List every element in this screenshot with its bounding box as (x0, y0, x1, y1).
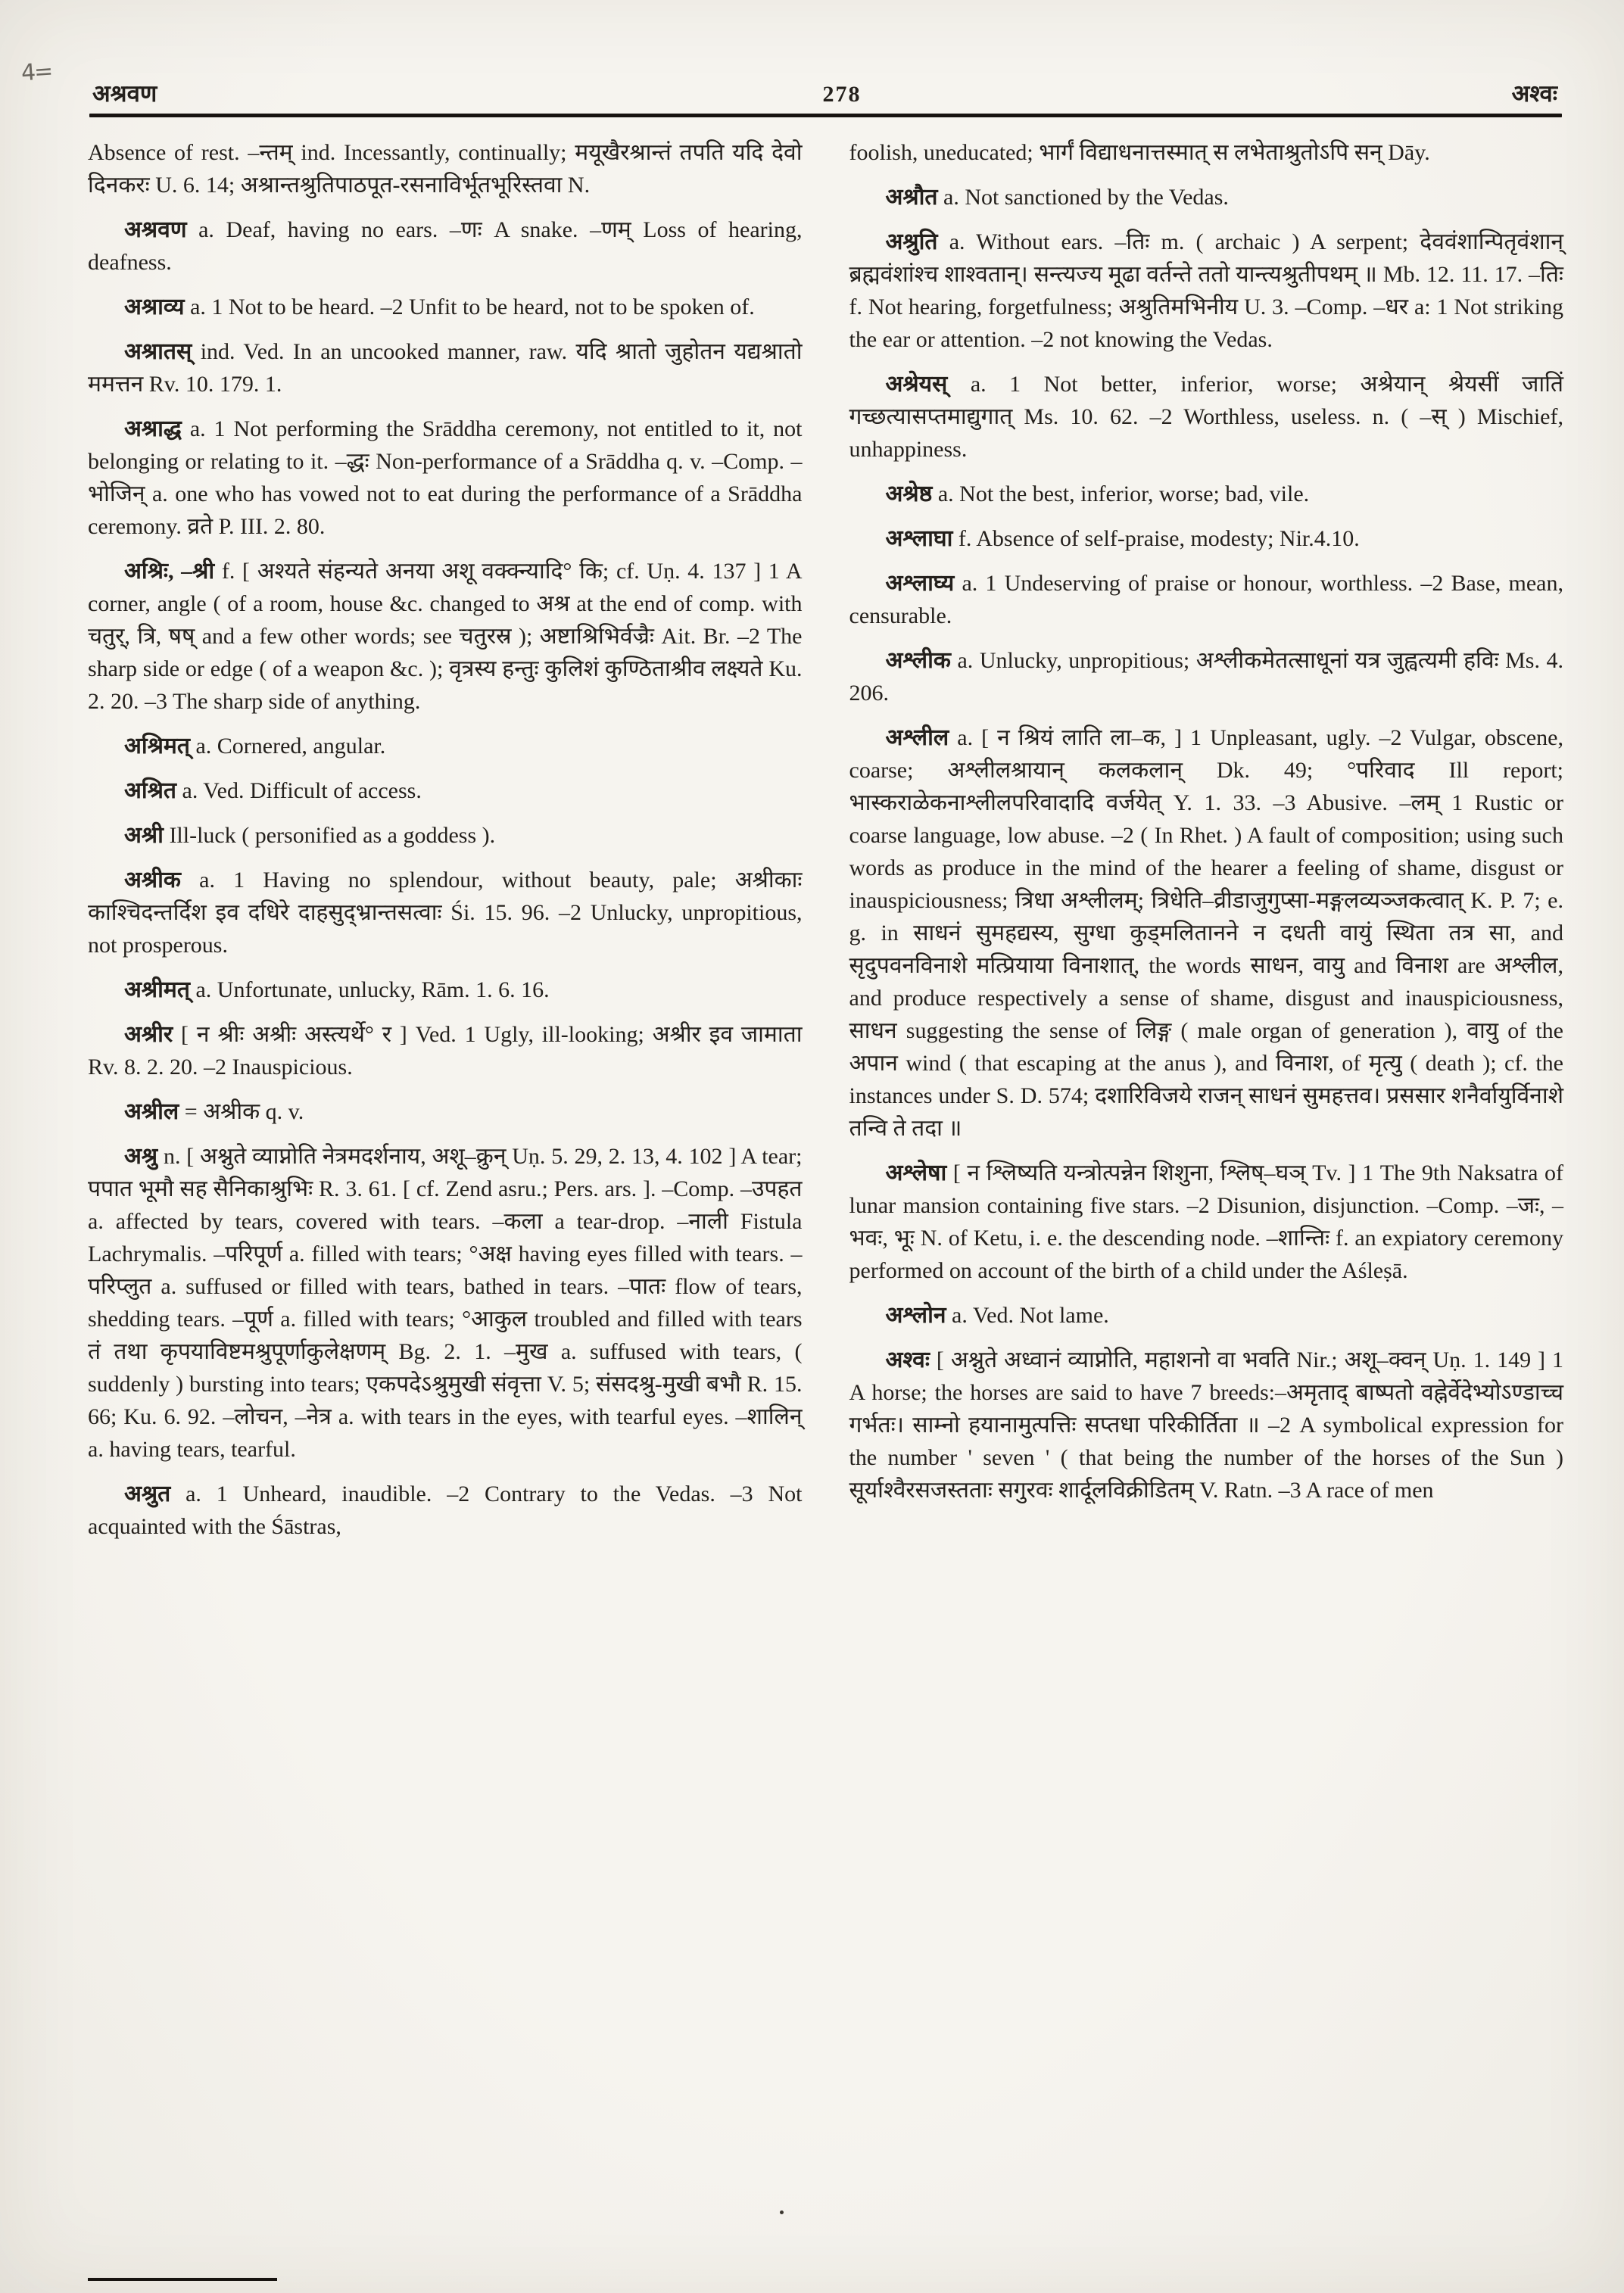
dictionary-entry (849, 181, 1564, 213)
dictionary-entry (88, 730, 803, 762)
dictionary-entry (849, 567, 1564, 632)
entry-body: a. 1 Undeserving of praise or honour, worthless. –2 Base, mean, censurable. (849, 571, 1563, 628)
entry-headword: अश्रुत (124, 1481, 171, 1506)
dictionary-entry (88, 819, 803, 852)
dictionary-entry (88, 213, 803, 279)
entry-body: Ill-luck ( personified as a goddess ). (169, 823, 496, 848)
entry-headword: अश्लोन (885, 1303, 946, 1328)
entry-headword: अश्रीर (124, 1022, 173, 1047)
entry-body: a. 1 Unheard, inaudible. –2 Contrary to the Vedas. –3 Not acquainted with the Śāstras, (88, 1481, 803, 1539)
entry-body: a. Ved. Difficult of access. (182, 778, 422, 803)
header-rule (89, 114, 1562, 117)
scan-artifact-dot (780, 2210, 784, 2214)
entry-continuation (88, 136, 803, 201)
dictionary-entry (88, 1018, 803, 1083)
entry-headword: अश्लाघा (885, 526, 953, 551)
entry-headword: अश्रील (124, 1099, 179, 1124)
entry-body: [ न श्लिष्यति यन्त्रोत्पन्नेन शिशुना, श्लिष्–घञ् Tv. ] 1 The 9th Naksatra of lunar mansion containing five stars. –2 Disunion, disjunction. –Comp. –जः, –भवः, भूः N. of Ketu, i. e. the descending node. –शान्तिः f. an expiatory ceremony performed on account of the birth of a child under the Aśleṣā. (849, 1161, 1564, 1283)
entry-body: a. Deaf, having no ears. –णः A snake. –णम् Loss of hearing, deafness. (88, 217, 803, 275)
text-columns (88, 136, 1563, 2263)
dictionary-entry (849, 1157, 1564, 1287)
page-header (92, 77, 1557, 109)
entry-headword: अश्रु (124, 1144, 158, 1169)
entry-body: a. Without ears. –तिः m. ( archaic ) A serpent; देववंशान्पितृवंशान् ब्रह्मवंशांश्च शाश्वतान्। सन्त्यज्य मूढा वर्तन्ते ततो यान्त्यश्रुतीपथम् ॥ Mb. 12. 11. 17. –तिः f. Not hearing, forgetfulness; अश्रुतिमभिनीय U. 3. –Comp. –धर a: 1 Not striking the ear or attention. –2 not knowing the Vedas. (849, 229, 1564, 352)
scan-artifact-line (88, 2278, 277, 2281)
entry-headword: अश्रौत (885, 185, 938, 210)
entry-body: a. Unlucky, unpropitious; अश्लीकमेतत्साधूनां यत्र जुह्वत्यमी हविः Ms. 4. 206. (849, 648, 1563, 706)
dictionary-entry (849, 1344, 1564, 1506)
entry-body: a. 1 Not better, inferior, worse; अश्रेयान् श्रेयसीं जातिं गच्छत्यासप्तमाद्युगात् Ms. 10. 62. –2 Worthless, useless. n. ( –स् ) Mischief, unhappiness. (849, 372, 1563, 462)
entry-headword: अश्वः (885, 1347, 930, 1372)
dictionary-entry (88, 291, 803, 323)
dictionary-entry (849, 522, 1564, 555)
entry-headword: अश्राद्ध (124, 416, 182, 441)
entry-headword: अश्रातस् (124, 339, 192, 364)
left-column (88, 136, 803, 2263)
entry-headword: अश्रुति (885, 229, 938, 254)
dictionary-entry (849, 226, 1564, 356)
entry-headword: अश्रिमत् (124, 734, 190, 759)
entry-headword: अश्रेयस् (885, 372, 948, 397)
entry-body: = अश्रीक q. v. (184, 1099, 304, 1124)
entry-headword: अश्रित (124, 778, 177, 803)
dictionary-entry (88, 555, 803, 718)
entry-continuation (849, 136, 1564, 169)
entry-body: [ न श्रीः अश्रीः अस्त्यर्थे° र ] Ved. 1 Ugly, ill-looking; अश्रीर इव जामाता Rv. 8. 2. 20. –2 Inauspicious. (88, 1022, 803, 1080)
entry-body: a. 1 Not to be heard. –2 Unfit to be heard, not to be spoken of. (190, 294, 755, 319)
dictionary-entry (88, 864, 803, 961)
dictionary-entry (849, 478, 1564, 510)
entry-body: a. Not sanctioned by the Vedas. (943, 185, 1229, 210)
entry-headword: अश्राव्य (124, 294, 185, 319)
header-word-right: अश्वः (1511, 80, 1557, 107)
entry-headword: अश्रीमत् (124, 977, 190, 1002)
entry-body: a. Cornered, angular. (195, 734, 386, 759)
entry-headword: अश्रीक (124, 868, 181, 893)
entry-body: f. [ अश्यते संहन्यते अनया अशू वक्क्न्यादि° कि; cf. Uṇ. 4. 137 ] 1 A corner, angle ( of a room, house &c. changed to अश्र at the end of comp. with चतुर्, त्रि, षष् and a few other words; see चतुरस्र ); अष्टाश्रिभिर्वज्रैः Ait. Br. –2 The sharp side or edge ( of a weapon &c. ); वृत्रस्य हन्तुः कुलिशं कुण्ठिताश्रीव लक्ष्यते Ku. 2. 20. –3 The sharp side of anything. (88, 559, 803, 714)
dictionary-entry (88, 1140, 803, 1466)
entry-headword: अश्रवण (124, 217, 187, 242)
entry-body: a. [ न श्रियं लाति ला–क, ] 1 Unpleasant, ugly. –2 Vulgar, obscene, coarse; अश्लीलश्रायान् कलकलान् Dk. 49; °परिवाद Ill report; भास्कराळेकनाश्लीलपरिवादादि वर्जयेत् Y. 1. 33. –3 Abusive. –लम् 1 Rustic or coarse language, low abuse. –2 ( In Rhet. ) A fault of composition; using such words as produce in the mind of the hearer a feeling of shame, disgust or inauspiciousness; त्रिधा अश्लीलम्; त्रिधेति–व्रीडाजुगुप्सा-मङ्गलव्यञ्जकत्वात् K. P. 7; e. g. in साधनं सुमहद्यस्य, सुग्धा कुड्मलितानने न दधती वायुं स्थिता तत्र सा, and सृदुपवनविनाशे मत्प्रियाया विनाशात्, the words साधन, वायु and विनाश are अश्लील, and produce respectively a sense of shame, disgust and inauspiciousness, साधन suggesting the sense of लिङ्ग ( male organ of generation ), वायु of the अपान wind ( that escaping at the anus ), and विनाश, of मृत्यु ( death ); cf. the instances under S. D. 574; दशारिविजये राजन् साधनं सुमहत्तव। प्रससार शनैर्वायुर्विनाशे तन्वि ते तदा ॥ (849, 725, 1563, 1141)
entry-headword: अश्रेष्ठ (885, 481, 933, 506)
entry-headword: अश्लेषा (885, 1161, 947, 1185)
entry-headword: अश्लीक (885, 648, 951, 673)
entry-body: [ अश्नुते अध्वानं व्याप्नोति, महाशनो वा भवति Nir.; अशू–क्वन् Uṇ. 1. 149 ] 1 A horse; the horses are said to have 7 breeds:–अमृताद् बाष्पतो वह्नेर्वेदेभ्योऽण्डाच्च गर्भतः। साम्नो हयानामुत्पत्तिः सप्तधा परिकीर्तिता ॥ –2 A symbolical expression for the number ' seven ' ( that being the number of the horses of the Sun ) सूर्याश्वैरसजस्तताः सगुरवः शार्दूलविक्रीडितम् V. Ratn. –3 A race of men (849, 1347, 1563, 1503)
entry-body: a. 1 Not performing the Srāddha ceremony, not entitled to it, not belonging or relating to it. –द्धः Non-performance of a Srāddha q. v. –Comp. –भोजिन् a. one who has vowed not to eat during the performance of a Srāddha ceremony. व्रते P. III. 2. 80. (88, 416, 803, 539)
dictionary-entry (88, 974, 803, 1006)
header-word-left: अश्रवण (92, 80, 157, 107)
dictionary-entry (88, 1095, 803, 1128)
entry-headword: अश्री (124, 823, 164, 848)
page-number: 278 (822, 82, 862, 107)
pencil-mark: 4= (20, 58, 53, 87)
entry-body: foolish, uneducated; भार्गं विद्याधनात्तस्मात् स लभेताश्रुतोऽपि सन् Dāy. (849, 140, 1430, 165)
dictionary-entry (88, 774, 803, 807)
entry-body: f. Absence of self-praise, modesty; Nir.4.10. (958, 526, 1360, 551)
dictionary-entry (849, 644, 1564, 709)
right-column (849, 136, 1564, 2263)
dictionary-entry (849, 368, 1564, 466)
entry-headword: अश्लाघ्य (885, 571, 955, 596)
entry-headword: अश्लील (885, 725, 949, 750)
dictionary-entry (849, 1299, 1564, 1332)
entry-body: a. 1 Having no splendour, without beauty, pale; अश्रीकाः काश्चिदन्तर्दिश इव दधिरे दाहसुद्भ्रान्तसत्वाः Śi. 15. 96. –2 Unlucky, unpropitious, not prosperous. (88, 868, 803, 958)
dictionary-entry (849, 721, 1564, 1145)
entry-body: Absence of rest. –न्तम् ind. Incessantly, continually; मयूखैरश्रान्तं तपति यदि देवो दिनकरः U. 6. 14; अश्रान्तश्रुतिपाठपूत-रसनाविर्भूतभूरिस्तवा N. (88, 140, 803, 198)
entry-body: n. [ अश्नुते व्याप्नोति नेत्रमदर्शनाय, अशू–क्रुन् Uṇ. 5. 29, 2. 13, 4. 102 ] A tear; पपात भूमौ सह सैनिकाश्रुभिः R. 3. 61. [ cf. Zend asru.; Pers. ars. ]. –Comp. –उपहत a. affected by tears, covered with tears. –कला a tear-drop. –नाली Fistula Lachrymalis. –परिपूर्ण a. filled with tears; °अक्ष having eyes filled with tears. –परिप्लुत a. suffused or filled with tears, bathed in tears. –पातः flow of tears, shedding tears. –पूर्ण a. filled with tears; °आकुल troubled and filled with tears तं तथा कृपयाविष्टमश्रुपूर्णाकुलेक्षणम् Bg. 2. 1. –मुख a. suffused with tears, ( suddenly ) bursting into tears; एकपदेऽश्रुमुखी संवृत्ता V. 5; संसदश्रु-मुखी बभौ R. 15. 66; Ku. 6. 92. –लोचन, –नेत्र a. with tears in the eyes, with tearful eyes. –शालिन् a. having tears, tearful. (88, 1144, 803, 1462)
dictionary-entry (88, 1478, 803, 1543)
entry-body: a. Unfortunate, unlucky, Rām. 1. 6. 16. (195, 977, 550, 1002)
entry-headword: अश्रिः, –श्री (124, 559, 215, 584)
entry-body: ind. Ved. In an uncooked manner, raw. यदि श्रातो जुहोतन यद्यश्रातो ममत्तन Rv. 10. 179. 1. (88, 339, 803, 397)
entry-body: a. Not the best, inferior, worse; bad, vile. (937, 481, 1310, 506)
dictionary-entry (88, 335, 803, 400)
entry-body: a. Ved. Not lame. (952, 1303, 1109, 1328)
dictionary-entry (88, 413, 803, 543)
